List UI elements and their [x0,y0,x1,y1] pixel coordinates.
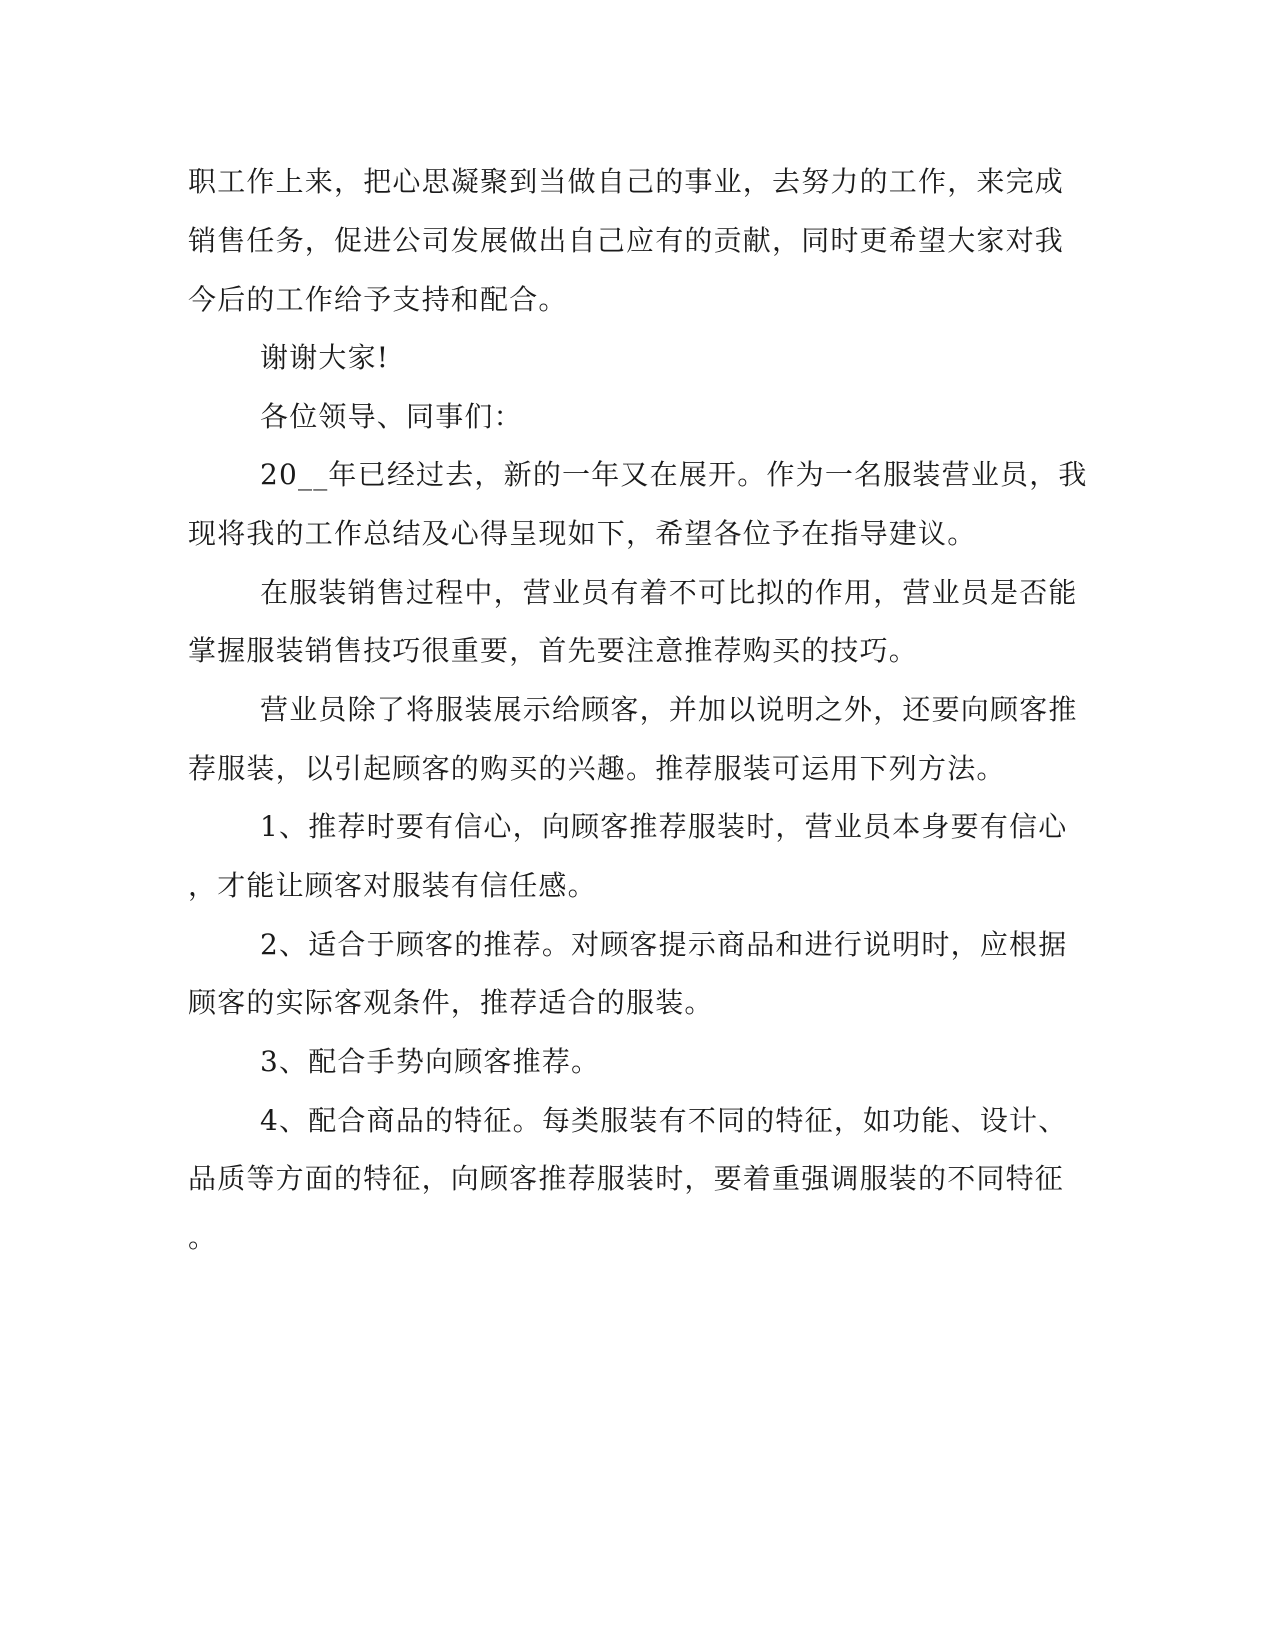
paragraph-line: 掌握服装销售技巧很重要，首先要注意推荐购买的技巧。 [188,634,919,667]
list-item-line: 2、适合于顾客的推荐。对顾客提示商品和进行说明时，应根据 [260,928,1068,961]
paragraph-line: 营业员除了将服装展示给顾客，并加以说明之外，还要向顾客推 [260,693,1078,726]
list-item-line: 顾客的实际客观条件，推荐适合的服装。 [188,986,714,1019]
paragraph-line: 谢谢大家! [260,341,390,374]
list-item-line: 品质等方面的特征，向顾客推荐服装时，要着重强调服装的不同特征 [188,1162,1065,1195]
list-item-line: 4、配合商品的特征。每类服装有不同的特征，如功能、设计、 [260,1104,1068,1137]
salutation-line: 各位领导、同事们： [260,400,523,433]
list-item-line: 3、配合手势向顾客推荐。 [260,1045,601,1078]
list-item-line: ，才能让顾客对服装有信任感。 [188,869,597,902]
paragraph-line: 在服装销售过程中，营业员有着不可比拟的作用，营业员是否能 [260,576,1078,609]
paragraph-line: 20__年已经过去，新的一年又在展开。作为一名服装营业员，我 [260,458,1088,491]
list-item-line: 。 [188,1221,218,1254]
paragraph-line: 今后的工作给予支持和配合。 [188,283,568,316]
list-item-line: 1、推荐时要有信心，向顾客推荐服装时，营业员本身要有信心 [260,810,1068,843]
paragraph-line: 职工作上来，把心思凝聚到当做自己的事业，去努力的工作，来完成 [188,165,1065,198]
paragraph-line: 荐服装，以引起顾客的购买的兴趣。推荐服装可运用下列方法。 [188,752,1006,785]
paragraph-line: 现将我的工作总结及心得呈现如下，希望各位予在指导建议。 [188,517,977,550]
paragraph-line: 销售任务，促进公司发展做出自己应有的贡献，同时更希望大家对我 [188,224,1065,257]
